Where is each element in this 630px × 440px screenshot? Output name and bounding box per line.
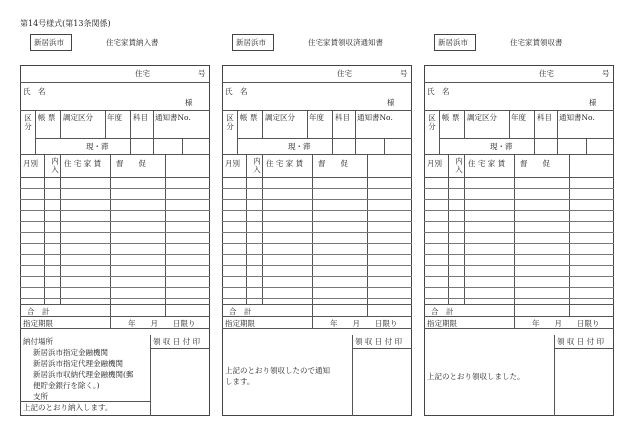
rent-label: 住 宅 家 賃 bbox=[468, 159, 506, 168]
honorific: 様 bbox=[387, 98, 395, 107]
deadline-label: 指定期限 bbox=[427, 319, 457, 328]
tsuchisho-label: 通知書No. bbox=[155, 113, 191, 122]
note-line-1: 上記のとおり領収したので通知 bbox=[225, 366, 330, 375]
gen-tai-label: 現・滞 bbox=[490, 142, 513, 151]
name-label: 氏 名 bbox=[225, 87, 248, 96]
slip-1 bbox=[20, 0, 210, 440]
gen-tai-label: 現・滞 bbox=[86, 142, 109, 151]
rent-label: 住 宅 家 賃 bbox=[64, 159, 102, 168]
note-line-2: します。 bbox=[225, 377, 255, 386]
housing-label: 住宅 bbox=[337, 69, 352, 78]
kamoku-label: 科目 bbox=[335, 113, 350, 122]
slip-title: 住宅家賃領収済通知書 bbox=[308, 38, 383, 47]
stamp-label: 領 収 日 付 印 bbox=[355, 337, 403, 346]
honorific: 様 bbox=[589, 98, 597, 107]
uchi-label: 内入 bbox=[50, 157, 60, 174]
slip-3 bbox=[424, 0, 614, 440]
slip-2 bbox=[222, 0, 412, 440]
chotei-kubun-label: 調定区分 bbox=[63, 113, 93, 122]
issuer-label: 新居浜市 bbox=[438, 38, 468, 47]
issuer-label: 新居浜市 bbox=[34, 38, 64, 47]
honorific: 様 bbox=[185, 98, 193, 107]
housing-label: 住宅 bbox=[135, 69, 150, 78]
choukubu-label: 帳 票 bbox=[240, 113, 258, 122]
choukubu-label: 帳 票 bbox=[442, 113, 460, 122]
chotei-kubun-label: 調定区分 bbox=[265, 113, 295, 122]
uchi-label: 内入 bbox=[454, 157, 464, 174]
tokusoku-label: 督 促 bbox=[520, 159, 550, 168]
deadline-value: 年 月 日限り bbox=[128, 319, 196, 328]
bank-line: 便貯金銀行を除く。) bbox=[33, 381, 100, 390]
nendo-label: 年度 bbox=[107, 113, 122, 122]
choukubu-label: 帳 票 bbox=[38, 113, 56, 122]
bank-line: 支所 bbox=[33, 392, 48, 401]
deadline-label: 指定期限 bbox=[225, 319, 255, 328]
total-label: 合 計 bbox=[431, 307, 454, 316]
slip-title: 住宅家賃納入書 bbox=[106, 38, 159, 47]
bank-line: 新居浜市収納代理金融機関(郵 bbox=[33, 370, 134, 379]
tsuchisho-label: 通知書No. bbox=[559, 113, 595, 122]
note-line-1: 上記のとおり領収しました。 bbox=[427, 372, 525, 381]
kubun-label: 区分 bbox=[427, 114, 437, 131]
rent-label: 住 宅 家 賃 bbox=[266, 159, 304, 168]
housing-unit: 号 bbox=[400, 69, 408, 78]
form-label: 第14号様式(第13条関係) bbox=[20, 19, 111, 28]
footer-text: 上記のとおり納入します。 bbox=[23, 403, 113, 412]
total-label: 合 計 bbox=[27, 307, 50, 316]
issuer-label: 新居浜市 bbox=[236, 38, 266, 47]
deadline-value: 年 月 日限り bbox=[330, 319, 398, 328]
nendo-label: 年度 bbox=[511, 113, 526, 122]
kamoku-label: 科目 bbox=[133, 113, 148, 122]
gen-tai-label: 現・滞 bbox=[288, 142, 311, 151]
stamp-label: 領 収 日 付 印 bbox=[557, 337, 605, 346]
kubun-label: 区分 bbox=[225, 114, 235, 131]
chotei-kubun-label: 調定区分 bbox=[467, 113, 497, 122]
tokusoku-label: 督 促 bbox=[116, 159, 146, 168]
name-label: 氏 名 bbox=[427, 87, 450, 96]
uchi-label: 内入 bbox=[252, 157, 262, 174]
stamp-label: 領 収 日 付 印 bbox=[153, 337, 201, 346]
kamoku-label: 科目 bbox=[537, 113, 552, 122]
total-label: 合 計 bbox=[229, 307, 252, 316]
deadline-label: 指定期限 bbox=[23, 319, 53, 328]
tsuki-label: 月別 bbox=[225, 159, 240, 168]
housing-label: 住宅 bbox=[539, 69, 554, 78]
kubun-label: 区分 bbox=[23, 114, 33, 131]
housing-unit: 号 bbox=[602, 69, 610, 78]
bank-line: 新居浜市指定代理金融機関 bbox=[33, 359, 123, 368]
tsuchisho-label: 通知書No. bbox=[357, 113, 393, 122]
tsuki-label: 月別 bbox=[23, 159, 38, 168]
slip-title: 住宅家賃領収書 bbox=[510, 38, 563, 47]
place-label: 納付場所 bbox=[23, 337, 53, 346]
tsuki-label: 月別 bbox=[427, 159, 442, 168]
name-label: 氏 名 bbox=[23, 87, 46, 96]
tokusoku-label: 督 促 bbox=[318, 159, 348, 168]
deadline-value: 年 月 日限り bbox=[532, 319, 600, 328]
bank-line: 新居浜市指定金融機関 bbox=[33, 348, 108, 357]
housing-unit: 号 bbox=[198, 69, 206, 78]
nendo-label: 年度 bbox=[309, 113, 324, 122]
